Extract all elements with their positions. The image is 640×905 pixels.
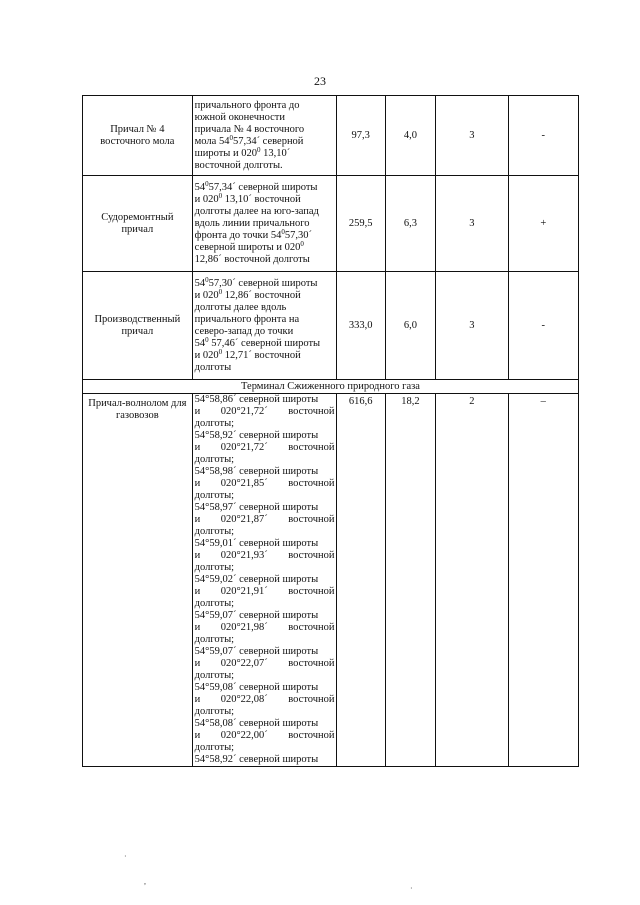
berth-description [192,272,336,380]
coordinate-longitude-label: восточной [288,658,335,669]
table-row-ship-repair [83,176,579,272]
coordinate-conjunction: и [194,478,201,489]
coordinate-longitude-label: восточной [288,694,335,705]
description-line: и $020^0$ 12,86´ восточной [194,287,301,301]
coordinate-longitude-label: восточной [288,550,335,561]
coordinate-longitude-label: восточной [288,730,335,741]
description-line: причала № 4 восточного [194,123,305,135]
coordinate-longitude-label: восточной [288,586,335,597]
coordinate-longitude-value: 020°21,91´ [220,586,268,597]
berth-flag: + [508,176,578,272]
coordinate-longitude [195,730,335,742]
coordinate-conjunction: и [194,730,201,741]
coordinate-longitude-value: 020°22,07´ [220,658,268,669]
coordinate-longitude-value: 020°21,87´ [220,514,268,525]
coordinate-longitude-value: 020°22,00´ [220,730,268,741]
description-line: северо-запад до точки [194,325,294,337]
berth-flag: - [508,272,578,380]
coordinate-longitude-label: восточной [288,622,335,633]
berth-category: 2 [436,394,508,767]
coordinate-suffix: долготы; [194,418,235,429]
berth-flag: – [508,394,578,767]
berth-category: 3 [436,176,508,272]
coordinate-longitude [195,586,335,598]
coordinate-longitude-value: 020°21,72´ [220,442,268,453]
berth-depth: 6,3 [385,176,435,272]
coordinate-longitude-label: восточной [288,478,335,489]
coordinate-longitude [195,442,335,454]
berth-name: Судоремонтный причал [83,176,193,272]
berth-name: Причал-волнолом для газовозов [83,394,193,767]
coordinate-suffix: долготы; [194,706,235,717]
coordinate-latitude: 54°58,08´ северной широты [194,718,319,729]
description-line: причального фронта на [194,313,300,325]
berth-name: Причал № 4 восточного мола [83,96,193,176]
description-line: долготы далее вдоль [194,301,287,313]
coordinate-suffix: долготы; [194,598,235,609]
berths-table [82,95,579,767]
coordinate-latitude: 54°59,01´ северной широты [194,538,319,549]
coordinate-latitude: 54°59,08´ северной широты [194,682,319,693]
description-line: долготы далее на юго-запад [194,205,319,217]
description-line: фронта до точки $54^057,30´$ [194,227,312,241]
berth-depth: 6,0 [385,272,435,380]
coordinate-conjunction: и [194,586,201,597]
coordinate-conjunction: и [194,514,201,525]
berth-flag: - [508,96,578,176]
berth-depth: 18,2 [385,394,435,767]
coordinate-longitude-label: восточной [288,514,335,525]
coordinate-longitude-label: восточной [288,406,335,417]
coordinate-longitude [195,622,335,634]
coordinate-conjunction: и [194,442,201,453]
coordinate-latitude: 54°58,92´ северной широты [194,754,319,765]
coordinate-longitude [195,478,335,490]
coordinate-suffix: долготы; [194,454,235,465]
coordinate-longitude-value: 020°21,85´ [220,478,268,489]
coordinate-longitude-value: 020°21,98´ [220,622,268,633]
coordinate-suffix: долготы; [194,490,235,501]
table-row-berth-4 [83,96,579,176]
description-line: мола $54^057,34´$ северной [194,133,304,147]
coordinate-longitude-label: восточной [288,442,335,453]
berth-description [192,176,336,272]
coordinate-latitude: 54°58,92´ северной широты [194,430,319,441]
description-line: 12,86´ восточной долготы [194,253,310,265]
scan-mark: · [410,884,413,893]
coordinate-longitude [195,514,335,526]
coordinate-conjunction: и [194,622,201,633]
coordinate-suffix: долготы; [194,526,235,537]
coordinate-longitude [195,658,335,670]
description-line: северной широты и $020^0$ [194,239,304,253]
description-line: вдоль линии причального [194,217,310,229]
coordinate-conjunction: и [194,550,201,561]
description-line: $54^057,30´$ северной широты [194,275,318,289]
berth-name: Производственный причал [83,272,193,380]
berth-description [192,96,336,176]
coordinate-latitude: 54°59,07´ северной широты [194,610,319,621]
description-line: причального фронта до [194,99,300,111]
berth-description [192,394,336,767]
section-title: Терминал Сжиженного природного газа [83,380,579,394]
berth-length: 333,0 [336,272,385,380]
description-line: долготы [194,361,232,373]
coordinate-longitude [195,694,335,706]
section-header-row [83,380,579,394]
description-line: и $020^0$ 13,10´ восточной [194,191,301,205]
description-line: южной оконечности [194,111,285,123]
description-line: восточной долготы. [194,159,283,171]
description-line: $54^057,34´$ северной широты [194,179,318,193]
coordinate-longitude-value: 020°21,72´ [220,406,268,417]
berth-category: 3 [436,96,508,176]
scan-mark: · [124,852,127,861]
coordinate-suffix: долготы; [194,742,235,753]
table-row-lng-breakwater [83,394,579,767]
berth-length: 259,5 [336,176,385,272]
coordinate-longitude-value: 020°22,08´ [220,694,268,705]
scan-mark: , [144,877,146,886]
berth-length: 616,6 [336,394,385,767]
berth-depth: 4,0 [385,96,435,176]
coordinate-suffix: долготы; [194,670,235,681]
coordinate-latitude: 54°59,02´ северной широты [194,574,319,585]
description-line: $54^0$ 57,46´ северной широты [194,335,321,349]
description-line: и $020^0$ 12,71´ восточной [194,347,301,361]
coordinate-longitude-value: 020°21,93´ [220,550,268,561]
coordinate-longitude [195,550,335,562]
coordinate-conjunction: и [194,406,201,417]
coordinate-latitude: 54°59,07´ северной широты [194,646,319,657]
berth-length: 97,3 [336,96,385,176]
coordinate-latitude: 54°58,97´ северной широты [194,502,319,513]
coordinate-conjunction: и [194,658,201,669]
coordinate-longitude [195,406,335,418]
coordinate-suffix: долготы; [194,562,235,573]
description-line: широты и $020^0$ 13,10´ [194,145,291,159]
berth-category: 3 [436,272,508,380]
coordinate-suffix: долготы; [194,634,235,645]
coordinate-latitude: 54°58,98´ северной широты [194,466,319,477]
coordinate-conjunction: и [194,694,201,705]
page-number: 23 [314,74,326,88]
coordinate-latitude: 54°58,86´ северной широты [194,394,319,405]
table-row-production [83,272,579,380]
